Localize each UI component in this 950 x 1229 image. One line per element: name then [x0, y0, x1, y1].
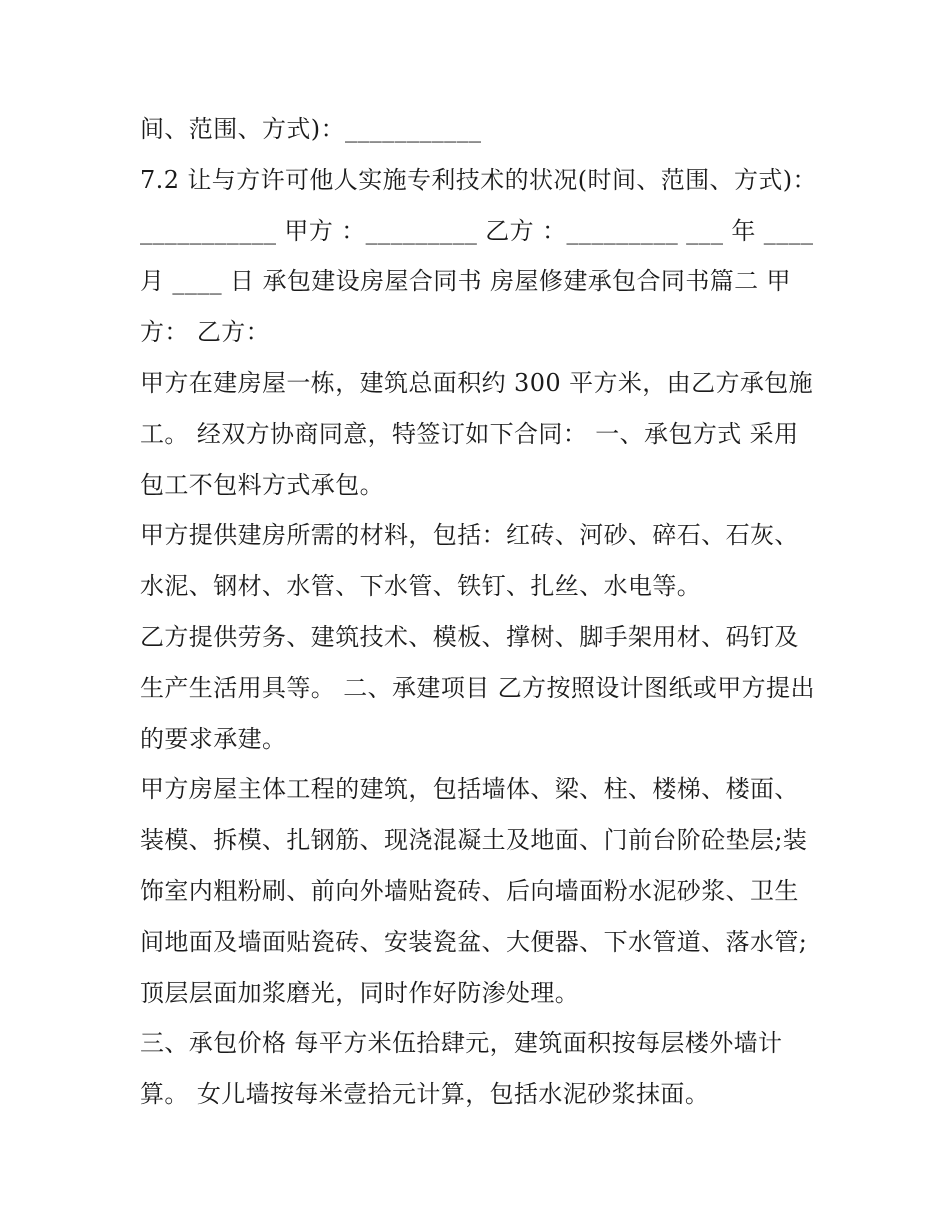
paragraph: 7.2 让与方许可他人实施专利技术的状况(时间、范围、方式)：___________ 甲方 ：_________ 乙方 ：_________ ___ 年 ____ 月 ____ 日 承包建设房屋合同书 房屋修建承包合同书篇二 甲方： 乙方： [140, 165, 822, 347]
document-body [140, 104, 820, 1120]
paragraph: 甲方房屋主体工程的建筑，包括墙体、梁、柱、楼梯、楼面、装模、拆模、扎钢筋、现浇混凝土及地面、门前台阶砼垫层;装饰室内粗粉刷、前向外墙贴瓷砖、后向墙面粉水泥砂浆、卫生间地面及墙面贴瓷砖、安装瓷盆、大便器、下水管道、落水管;顶层层面加浆磨光，同时作好防渗处理。 [140, 775, 808, 1007]
paragraph: 三、承包价格 每平方米伍拾肆元，建筑面积按每层楼外墙计算。 女儿墙按每米壹拾元计算，包括水泥砂浆抹面。 [140, 1029, 783, 1109]
paragraph: 甲方在建房屋一栋，建筑总面积约 300 平方米，由乙方承包施工。 经双方协商同意，特签订如下合同： 一、承包方式 采用包工不包料方式承包。 [140, 368, 814, 499]
paragraph: 甲方提供建房所需的材料，包括：红砖、河砂、碎石、石灰、水泥、钢材、水管、下水管、铁钉、扎丝、水电等。 [140, 521, 799, 601]
paragraph: 乙方提供劳务、建筑技术、模板、撑树、脚手架用材、码钉及生产生活用具等。 二、承建项目 乙方按照设计图纸或甲方提出的要求承建。 [140, 622, 815, 753]
paragraph: 间、范围、方式)：___________ [140, 115, 482, 143]
